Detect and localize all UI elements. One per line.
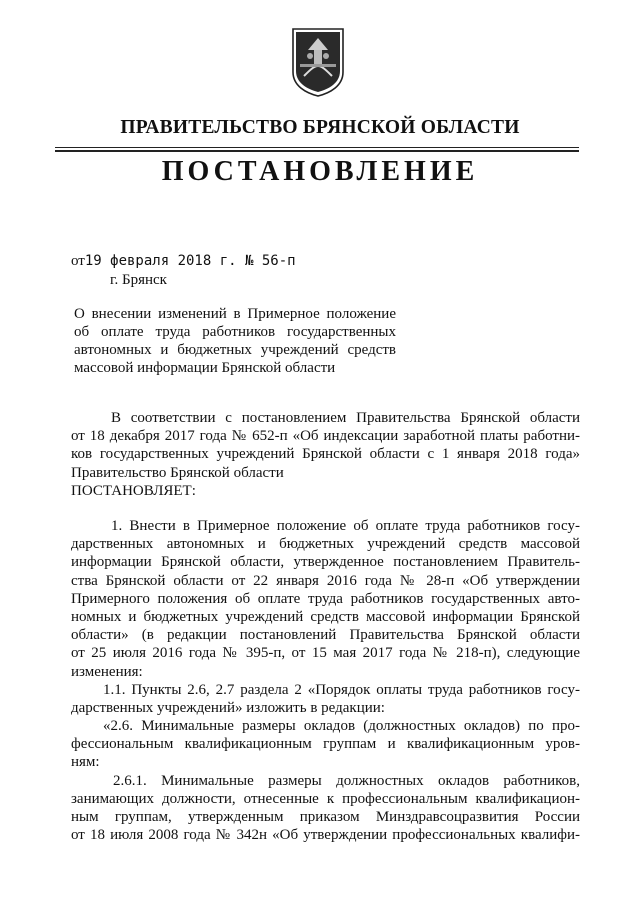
preamble-line: ков государственных учреждений Брянской области с 1 января 2018 года» — [71, 446, 580, 463]
subject-line: О внесении изменений в Примерное положение — [74, 306, 396, 322]
body-line: ным группам, утвержденным приказом Минздравсоцразвития России — [71, 809, 580, 825]
preamble-line: ПОСТАНОВЛЯЕТ: — [71, 482, 196, 499]
body-line: «2.6. Минимальные размеры окладов (должностных окладов) по про- — [103, 718, 580, 735]
header-divider-thick — [55, 150, 579, 152]
preamble — [71, 409, 580, 500]
coat-of-arms-icon — [290, 26, 346, 98]
body-line: номных и бюджетных учреждений средств массовой информации Брянской — [71, 608, 580, 625]
body-line: от 18 июля 2008 года № 342н «Об утверждении профессиональных квалифи- — [71, 827, 580, 844]
body-line: Примерного положения об оплате труда работников государственных авто- — [71, 590, 580, 607]
subject-line: об оплате труда работников государственных — [74, 324, 396, 340]
document-subject — [74, 305, 396, 377]
body-line: 1. Внести в Примерное положение об оплате труда работников госу- — [111, 518, 580, 534]
body-line: 1.1. Пункты 2.6, 2.7 раздела 2 «Порядок оплаты труда работников госу- — [103, 681, 580, 698]
preamble-line: В соответствии с постановлением Правительства Брянской области — [111, 410, 580, 426]
date-number-handwritten: 19 февраля 2018 г. № 56-п — [84, 253, 296, 269]
body-line: ням: — [71, 754, 100, 771]
subject-line: массовой информации Брянской области — [74, 360, 336, 376]
document-type-title: ПОСТАНОВЛЕНИЕ — [161, 156, 479, 187]
document-date-number — [71, 253, 296, 270]
preamble-line: Правительство Брянской области — [71, 464, 284, 481]
body-line: от 25 июля 2016 года № 395-п, от 15 мая 2017 года № 218-п), следующие — [71, 645, 580, 662]
preamble-line: от 18 декабря 2017 года № 652-п «Об индексации заработной платы работни- — [71, 428, 580, 445]
body-line: занимающих должности, отнесенные к профессиональным квалификацион- — [71, 790, 580, 807]
body-line: фессиональным квалификационным группам и квалификационным уров- — [71, 736, 580, 753]
body-line: дарственных автономных и бюджетных учреждений средств массовой — [71, 536, 580, 553]
body-line: изменения: — [71, 663, 143, 680]
body-line: области» (в редакции постановлений Правительства Брянской области — [71, 627, 580, 644]
date-prefix: от — [71, 253, 85, 269]
header-divider-thin — [55, 147, 579, 148]
decree-body — [71, 517, 580, 844]
body-line: ства Брянской области от 22 января 2016 года № 28-п «Об утверждении — [71, 572, 580, 589]
subject-line: автономных и бюджетных учреждений средств — [74, 342, 396, 358]
body-line: информации Брянской области, утвержденное постановлением Правитель- — [71, 554, 580, 571]
body-line: 2.6.1. Минимальные размеры должностных окладов работников, — [113, 772, 580, 789]
authority-title: ПРАВИТЕЛЬСТВО БРЯНСКОЙ ОБЛАСТИ — [120, 117, 520, 138]
body-line: дарственных учреждений» изложить в редакции: — [71, 699, 385, 716]
document-city: г. Брянск — [110, 272, 167, 288]
